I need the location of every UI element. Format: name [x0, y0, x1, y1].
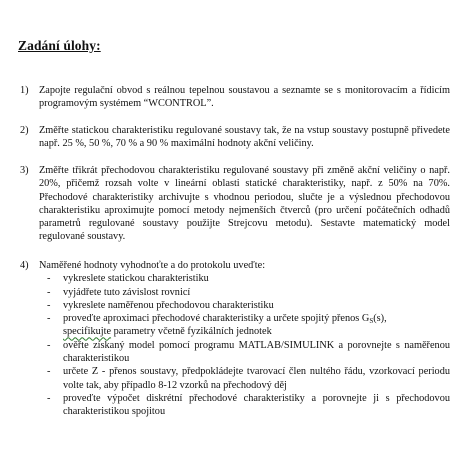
list-item-text: proveďte výpočet diskrétní přechodové charakteristiky a porovnejte ji s přechodovou charakteristikou spojitou	[63, 392, 450, 418]
list-item-text: vykreslete statickou charakteristiku	[63, 273, 209, 285]
list-item-text: ověřte získaný model pomocí programu MATLAB/SIMULINK a porovnejte s naměřenou charakteristikou	[63, 339, 450, 365]
list-item-text: určete Z - přenos soustavy, předpokládejte tvarovací člen nultého řádu, vzorkovací periodu volte tak, aby případlo 8-12 vzorků na přechodový děj	[63, 366, 450, 391]
dash-bullet: -	[47, 273, 51, 285]
task-number: 4)	[20, 260, 29, 271]
dash-bullet: -	[47, 313, 51, 325]
task-number: 1)	[20, 85, 29, 96]
task-4	[20, 259, 450, 419]
list-item	[39, 286, 450, 299]
dash-bullet: -	[47, 366, 51, 378]
task-text: Změřte statickou charakteristiku regulované soustavy tak, že na vstup soustavy postupně přivedete např. 25 %, 50 %, 70 % a 90 % maximální hodnoty akční veličiny.	[39, 125, 450, 150]
task-intro: Naměřené hodnoty vyhodnoťte a do protokolu uveďte:	[39, 260, 266, 271]
list-item-text: vykreslete naměřenou přechodovou charakteristiku	[63, 299, 274, 311]
list-item	[39, 392, 450, 419]
dash-bullet: -	[47, 299, 51, 311]
task-text: Zapojte regulační obvod s reálnou tepelnou soustavou a seznamte se s monitorovacím a řídicím programovým systémem “WCONTROL”.	[39, 85, 450, 110]
subscript: S	[369, 317, 374, 326]
list-item	[39, 365, 450, 392]
task-1	[20, 84, 450, 111]
dash-bullet: -	[47, 286, 51, 298]
document-title: Zadání úlohy:	[18, 38, 101, 53]
spellcheck-word: specifikujte	[63, 326, 112, 338]
task-number: 2)	[20, 125, 29, 136]
list-item	[39, 312, 450, 339]
task-4-list	[39, 272, 450, 418]
list-item-text	[63, 312, 450, 339]
dash-bullet: -	[47, 392, 51, 404]
task-2	[20, 124, 450, 151]
list-item-text: vyjádřete tuto závislost rovnicí	[63, 286, 191, 298]
task-number: 3)	[20, 165, 29, 176]
task-3	[20, 164, 450, 244]
list-item-text-part: (s),	[373, 313, 387, 325]
list-item	[39, 339, 450, 366]
dash-bullet: -	[47, 339, 51, 351]
task-text: Změřte třikrát přechodovou charakteristiku regulované soustavy při změně akční veličiny o např. 20%, přičemž rozsah volte v lineární oblasti statické charakteristiky, např. z 50% na 70%. Přechodové charakteristiky archivujte s vhodnou periodou, slučte je a výslednou přechodovou charakteristiku aproximujte pomocí metody nejmenších čtverců (pro určení počátečních odhadů parametrů regulované soustavy použijte Strejcovu metodu). Sestavte matematický model regulované soustavy.	[39, 165, 450, 243]
list-item	[39, 299, 450, 312]
list-item-text-part: proveďte aproximaci přechodové charakteristiky a určete spojitý přenos G	[63, 313, 370, 325]
list-item	[39, 272, 450, 285]
list-item-text-part: parametry včetně fyzikálních jednotek	[111, 326, 272, 338]
